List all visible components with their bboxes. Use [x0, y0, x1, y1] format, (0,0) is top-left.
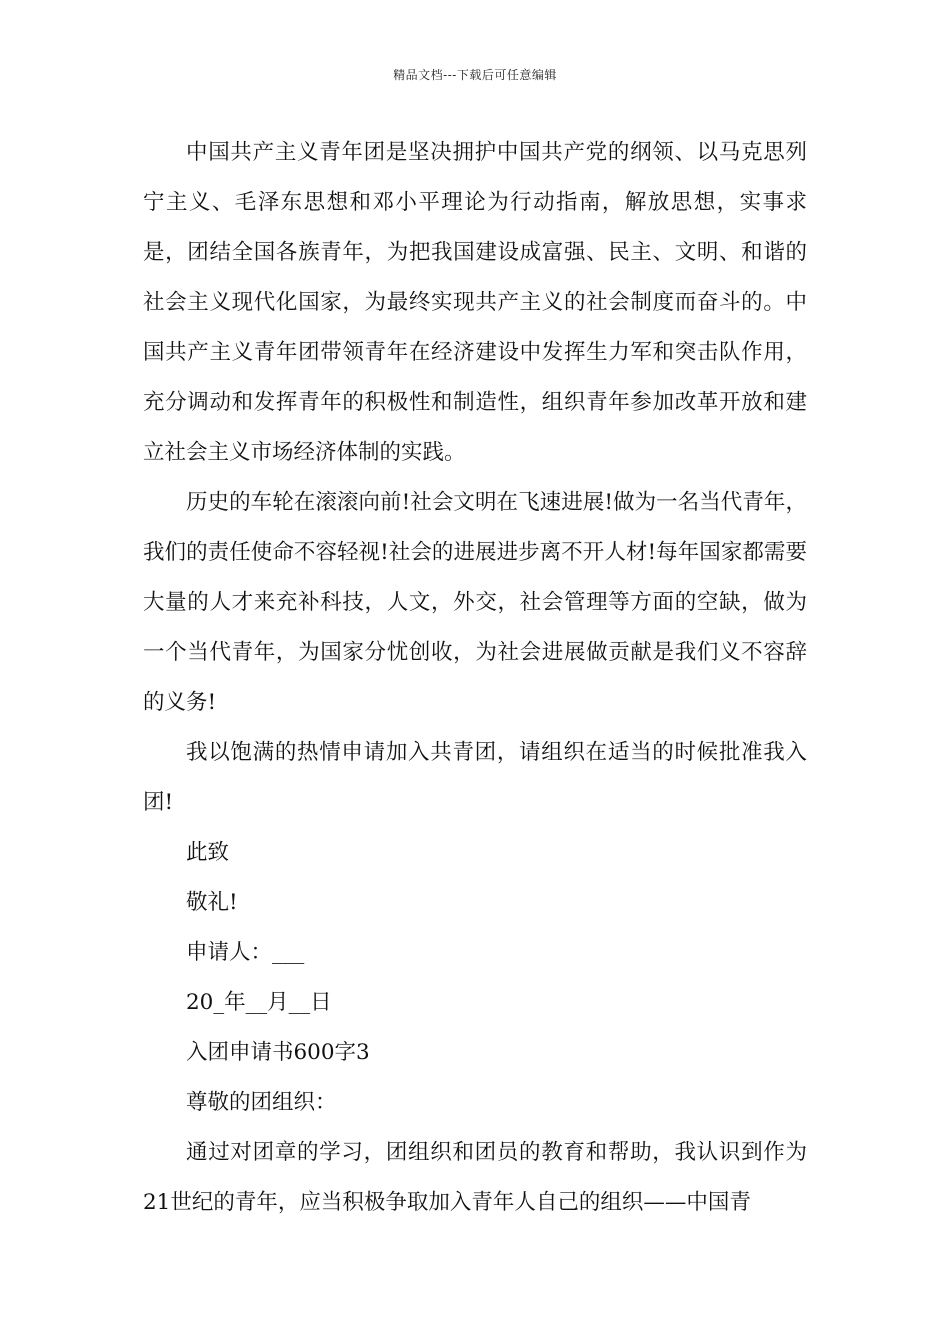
section-title: 入团申请书600字3 — [186, 1040, 370, 1065]
paragraph-youth-responsibility: 历史的车轮在滚滚向前!社会文明在飞速进展!做为一名当代青年，我们的责任使命不容轻视!社会的进展进步离不开人材!每年国家都需要大量的人才来充补科技，人文，外交，社会管理等方面的空缺，做为一个当代青年，为国家分忧创收，为社会进展做贡献是我们义不容辞的义务! — [143, 490, 807, 715]
document-body — [143, 128, 807, 1228]
date-line: 20_年__月__日 — [186, 990, 332, 1015]
closing-salutation: 此致 — [186, 840, 230, 865]
paragraph-new-letter-intro: 通过对团章的学习，团组织和团员的教育和帮助，我认识到作为21世纪的青年，应当积极争取加入青年人自己的组织——中国青 — [143, 1140, 807, 1215]
closing-regards: 敬礼! — [186, 890, 238, 915]
greeting-line: 尊敬的团组织： — [186, 1090, 337, 1115]
page-header: 精品文档---下载后可任意编辑 — [393, 68, 557, 82]
paragraph-league-purpose: 中国共产主义青年团是坚决拥护中国共产党的纲领、以马克思列宁主义、毛泽东思想和邓小平理论为行动指南，解放思想，实事求是，团结全国各族青年，为把我国建设成富强、民主、文明、和谐的社会主义现代化国家，为最终实现共产主义的社会制度而奋斗的。中国共产主义青年团带领青年在经济建设中发挥生力军和突击队作用，充分调动和发挥青年的积极性和制造性，组织青年参加改革开放和建立社会主义市场经济体制的实践。 — [143, 140, 807, 465]
paragraph-application-request: 我以饱满的热情申请加入共青团，请组织在适当的时候批准我入团! — [143, 740, 807, 815]
applicant-line: 申请人：___ — [186, 940, 305, 965]
